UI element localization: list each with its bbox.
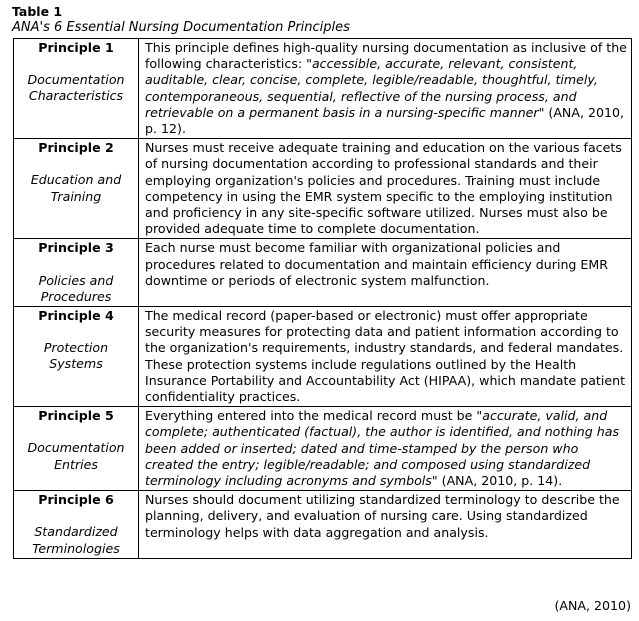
principle-name: Principle 6 [38,492,114,508]
principle-cell [14,39,139,139]
description-text: The medical record (paper-based or electronic) must offer appropriate security measures for protecting data and patient information according to the organization's requirements, industry standards, and federal mandates. These protection systems include regulations outlined by the Health Insurance Portability and Accountability Act (HIPAA), which mandate patient confidentiality practices. [145,308,626,405]
principle-name: Principle 3 [38,240,114,256]
table-title: ANA's 6 Essential Nursing Documentation Principles [12,20,350,35]
principle-subtitle: Education and Training [30,172,122,204]
table-row [14,239,632,307]
principle-name: Principle 5 [38,408,114,424]
principle-cell [14,307,139,407]
principle-cell [14,239,139,307]
description-text: Everything entered into the medical record must be " [145,408,483,424]
description-text: This principle defines high-quality nursing documentation as inclusive of the following characteristics: " [145,40,627,72]
source-citation: (ANA, 2010) [554,598,631,613]
principle-subtitle: Policies and Procedures [38,272,114,304]
principle-cell [14,139,139,239]
table-row [14,307,632,407]
principle-subtitle: Documentation Characteristics [27,72,125,104]
description-text: Nurses should document utilizing standardized terminology to describe the planning, delivery, and evaluation of nursing care. Using standardized terminology helps with data aggregation and analysis. [145,492,620,540]
principle-cell [14,407,139,491]
description-text: " (ANA, 2010, p. 12). [145,104,625,137]
principle-subtitle: Standardized Terminologies [32,524,120,556]
table-row [14,139,632,239]
table-row [14,407,632,491]
principle-name: Principle 1 [38,40,114,55]
table-row [14,491,632,559]
table-label: Table 1 [12,4,63,19]
principle-description [139,307,632,407]
description-text: Nurses must receive adequate training and education on the various facets of nursing documentation according to professional standards and their employing organization's policies and procedures. Training must include competency in using the EMR system specific to the employing institution and proficiency in any site-specific software utilized. Nurses must also be provided adequate time to complete documentation. [145,140,622,237]
principle-description [139,239,632,307]
principle-subtitle: Protection Systems [43,340,109,372]
description-quote: accurate, valid, and complete; authenticated (factual), the author is identified, and nothing has been added or inserted; dated and time-stamped by the person who created the entry; legible/readable; and composed using standardized terminology including acronyms and symbols [145,408,620,489]
description-text: Each nurse must become familiar with organizational policies and procedures related to documentation and maintain efficiency during EMR downtime or periods of electronic system malfunction. [145,240,609,288]
principle-name: Principle 2 [38,140,114,156]
principle-description [139,407,632,491]
principle-name: Principle 4 [38,308,114,324]
principles-table [13,38,632,559]
principle-description [139,491,632,559]
description-quote: accessible, accurate, relevant, consistent, auditable, clear, concise, complete, legible/readable, thoughtful, timely, contemporaneous, sequential, reflective of the nursing process, and retrievable on a permanent basis in a nursing-specific manner [145,56,598,120]
table-row [14,39,632,139]
principle-subtitle: Documentation Entries [27,440,125,472]
principles-table-body [14,39,632,559]
principle-description [139,39,632,139]
principle-cell [14,491,139,559]
principle-description [139,139,632,239]
description-text: " (ANA, 2010, p. 14). [431,473,563,489]
